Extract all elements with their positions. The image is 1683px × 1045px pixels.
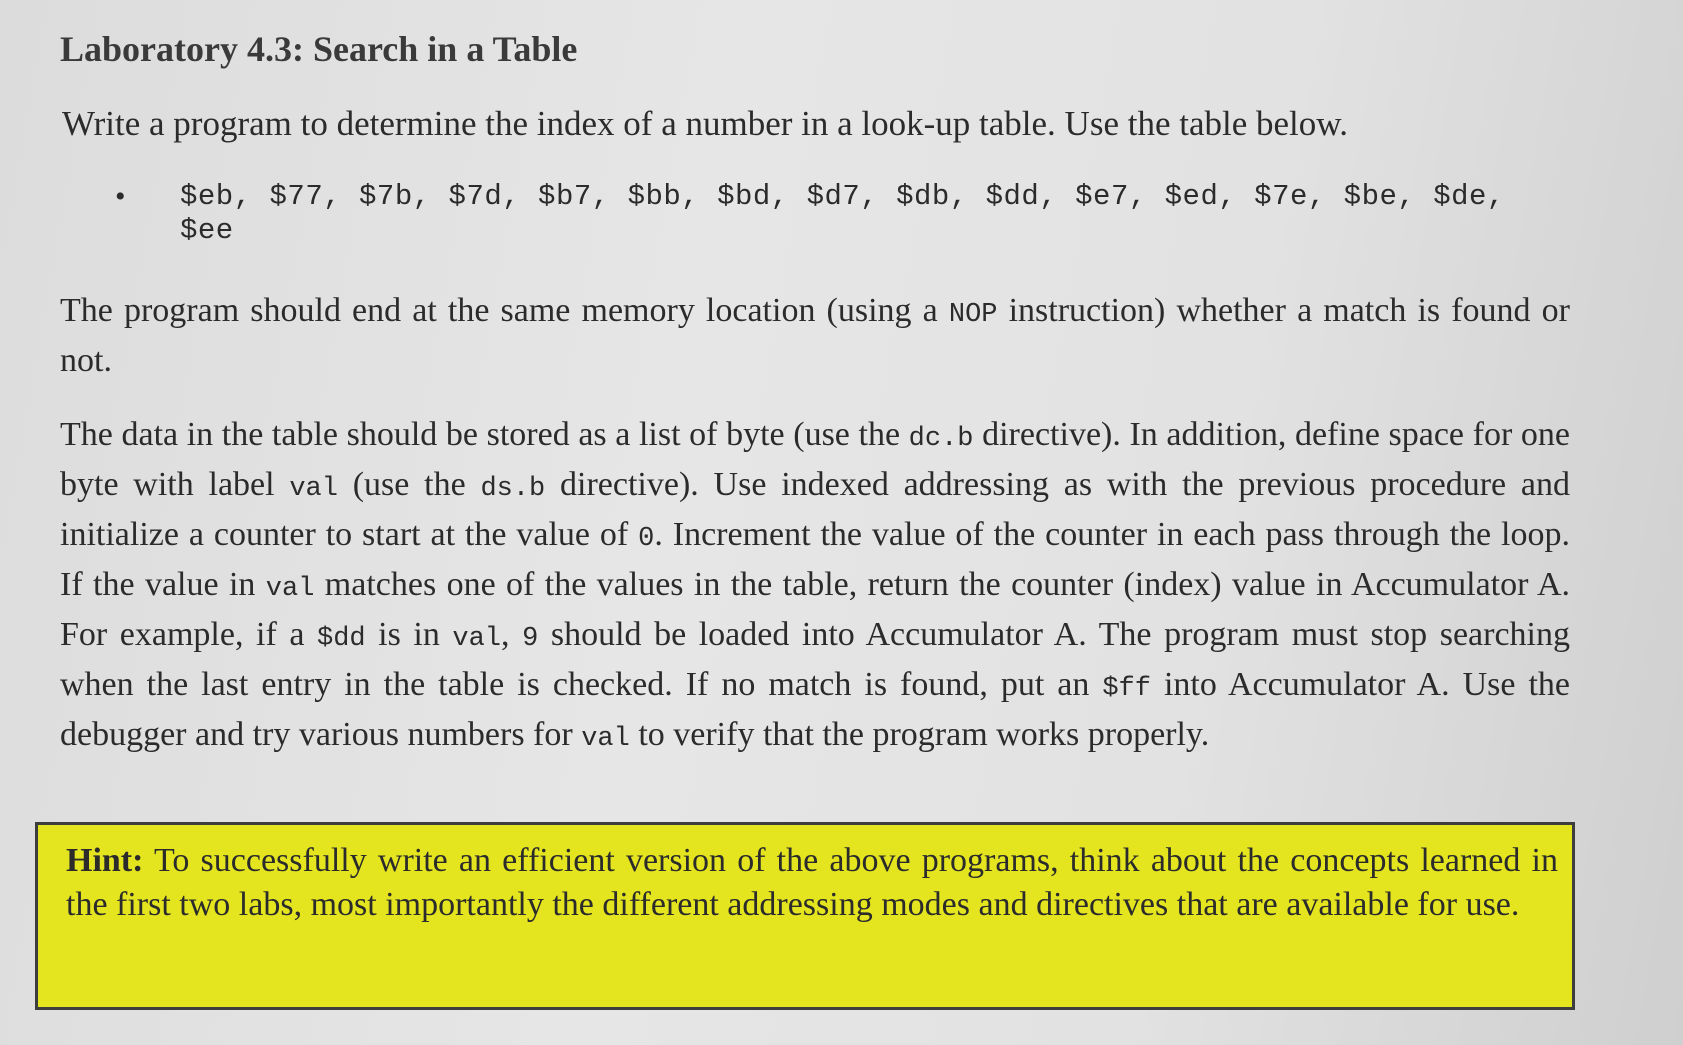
val-code: val <box>265 574 315 604</box>
val-code: val <box>581 724 630 754</box>
bullet-icon: • <box>115 180 126 213</box>
dd-code: $dd <box>317 624 366 654</box>
ds-b-code: ds.b <box>480 474 546 504</box>
hint-text: To successfully write an efficient version of the above programs, think about the concepts learned in the first two labs, most importantly the different addressing modes and directives that are available for use. <box>66 842 1558 923</box>
instructions-paragraph: The data in the table should be stored as a list of byte (use the dc.b directive). In addition, define space for one byte with label val (use the ds.b directive). Use indexed addressing as with the previous procedure and initialize a counter to start at the value of 0. Increment the value of the counter in each pass through the loop. If the value in val matches one of the values in the table, return the counter (index) value in Accumulator A. For example, if a $dd is in val, 9 should be loaded into Accumulator A. The program must stop searching when the last entry in the table is checked. If no match is found, put an $ff into Accumulator A. Use the debugger and try various numbers for val to verify that the program works properly. <box>60 416 1571 754</box>
lab-title: Laboratory 4.3: Search in a Table <box>60 29 578 69</box>
nop-code: NOP <box>948 300 998 330</box>
ff-code: $ff <box>1102 674 1151 704</box>
table-values: $eb, $77, $7b, $7d, $b7, $bb, $bd, $d7, $db, $dd, $e7, $ed, $7e, $be, $de, $ee <box>180 180 1505 247</box>
end-location-paragraph: The program should end at the same memory location (using a NOP instruction) whether a match is found or not. <box>60 292 1570 379</box>
dc-b-code: dc.b <box>908 424 974 454</box>
intro-paragraph: Write a program to determine the index of a number in a look-up table. Use the table below. <box>62 104 1349 143</box>
zero-code: 0 <box>638 524 655 554</box>
hint-label: Hint: <box>66 842 144 879</box>
nine-code: 9 <box>522 624 539 654</box>
hint-box <box>35 822 1575 1010</box>
val-code: val <box>289 474 338 504</box>
val-code: val <box>452 624 502 654</box>
